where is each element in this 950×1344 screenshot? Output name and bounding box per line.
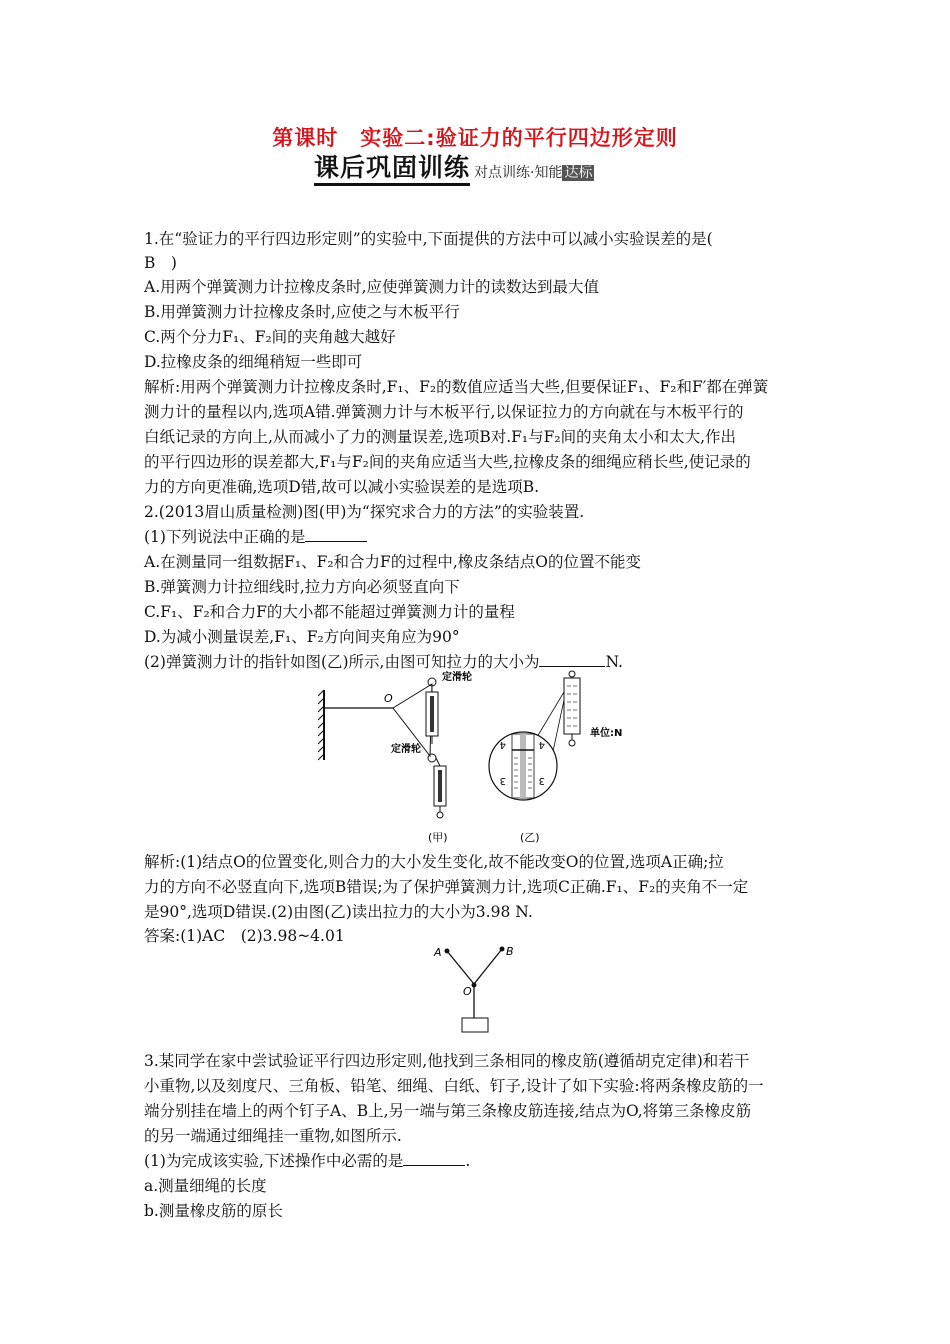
q1-option-d: D.拉橡皮条的细绳稍短一些即可 xyxy=(144,353,363,371)
section-banner xyxy=(314,152,594,186)
q3-stem-line-2: 小重物,以及刻度尺、三角板、铅笔、细绳、白纸、钉子,设计了如下实验:将两条橡皮筋的一 xyxy=(144,1077,764,1095)
knot-label: O xyxy=(384,692,393,705)
q3-stem-line-4: 的另一端通过细绳挂一重物,如图所示. xyxy=(144,1127,402,1145)
point-o-label: O xyxy=(463,985,472,998)
lower-spring-scale xyxy=(434,758,446,818)
q2-part1-text: (1)下列说法中正确的是 xyxy=(144,528,306,546)
q2-figure xyxy=(318,668,658,848)
point-b-label: B xyxy=(506,945,514,958)
q1-analysis-line-1: 解析:用两个弹簧测力计拉橡皮条时,F₁、F₂的数值应适当大些,但要保证F₁、F₂和F′都在弹簧 xyxy=(144,378,769,396)
q3-part1-blank xyxy=(403,1151,465,1166)
q1-option-c: C.两个分力F₁、F₂间的夹角越大越好 xyxy=(144,328,396,346)
spring-scale-b xyxy=(564,671,580,746)
dial-label-right-3: 3 xyxy=(538,775,545,786)
band-oa xyxy=(447,951,474,984)
dial-label-right-4: 4 xyxy=(538,739,545,750)
q2-option-d: D.为减小测量误差,F₁、F₂方向间夹角应为90° xyxy=(144,628,460,646)
q2-option-b: B.弹簧测力计拉细线时,拉力方向必须竖直向下 xyxy=(144,578,460,596)
q1-stem: 1.在“验证力的平行四边形定则”的实验中,下面提供的方法中可以减小实验误差的是( xyxy=(144,230,713,248)
q3-part1 xyxy=(144,1151,470,1171)
q3-figure xyxy=(426,938,526,1038)
q1-answer: B ) xyxy=(144,254,177,272)
unit-label: 单位:N xyxy=(590,728,623,739)
q1-analysis-line-4: 的平行四边形的误差都大,F₁与F₂间的夹角应适当大些,拉橡皮条的细绳应稍长些,使记录的 xyxy=(144,453,751,471)
page-title: 第课时 实验二:验证力的平行四边形定则 xyxy=(272,126,678,150)
top-pulley-label: 定滑轮 xyxy=(442,672,472,683)
banner-sub xyxy=(474,164,594,182)
q2-part1 xyxy=(144,527,367,547)
q3-option-a: a.测量细绳的长度 xyxy=(144,1177,267,1195)
q3-option-b: b.测量橡皮筋的原长 xyxy=(144,1202,283,1220)
dial-label-left-3: 3 xyxy=(499,775,506,786)
q1-option-a: A.用两个弹簧测力计拉橡皮条时,应使弹簧测力计的读数达到最大值 xyxy=(144,278,600,296)
q3-stem-line-3: 端分别挂在墙上的两个钉子A、B上,另一端与第三条橡皮筋连接,结点为O,将第三条橡皮筋 xyxy=(144,1102,752,1120)
q1-option-b: B.用弹簧测力计拉橡皮条时,应使之与木板平行 xyxy=(144,303,460,321)
q3-part1-text: (1)为完成该实验,下述操作中必需的是 xyxy=(144,1152,404,1170)
q3-part1-end: . xyxy=(465,1152,471,1170)
q1-analysis-line-3: 白纸记录的方向上,从而减小了力的测量误差,选项B对.F₁与F₂间的夹角太小和太大,作出 xyxy=(144,428,737,446)
q2-stem: 2.(2013眉山质量检测)图(甲)为“探究求合力的方法”的实验装置. xyxy=(144,503,585,521)
q2-part2-unit: N. xyxy=(605,653,623,671)
q2-part2-blank xyxy=(539,652,605,667)
upper-spring-scale xyxy=(426,686,438,744)
q2-part2-text: (2)弹簧测力计的指针如图(乙)所示,由图可知拉力的大小为 xyxy=(144,653,540,671)
dial-label-left-4: 4 xyxy=(499,739,506,750)
q2-option-c: C.F₁、F₂和合力F的大小都不能超过弹簧测力计的量程 xyxy=(144,603,515,621)
q1-analysis-line-5: 力的方向更准确,选项D错,故可以减小实验误差的是选项B. xyxy=(144,478,540,496)
weight xyxy=(462,1018,488,1032)
q2-analysis-line-1: 解析:(1)结点O的位置变化,则合力的大小发生变化,故不能改变O的位置,选项A正确;拉 xyxy=(144,853,724,871)
bottom-pulley-label: 定滑轮 xyxy=(391,744,421,755)
banner-main: 课后巩固训练 xyxy=(314,154,470,186)
q2-analysis-line-2: 力的方向不必竖直向下,选项B错误;为了保护弹簧测力计,选项C正确.F₁、F₂的夹角不一定 xyxy=(144,878,749,896)
caption-jia: (甲) xyxy=(428,831,448,844)
band-ob xyxy=(474,949,502,984)
point-a-label: A xyxy=(434,946,442,959)
wall xyxy=(318,690,324,760)
magnified-dial xyxy=(489,732,557,800)
q2-analysis-line-3: 是90°,选项D错误.(2)由图(乙)读出拉力的大小为3.98 N. xyxy=(144,903,533,921)
bottom-pulley xyxy=(428,754,436,762)
q1-analysis-line-2: 测力计的量程以内,选项A错.弹簧测力计与木板平行,以保证拉力的方向就在与木板平行的 xyxy=(144,403,744,421)
q2-option-a: A.在测量同一组数据F₁、F₂和合力F的过程中,橡皮条结点O的位置不能变 xyxy=(144,553,641,571)
caption-yi: (乙) xyxy=(520,831,540,844)
banner-sub-text: 对点训练·知能 xyxy=(474,165,563,181)
banner-sub-highlight: 达标 xyxy=(564,165,593,181)
q2-part1-blank xyxy=(305,527,367,542)
magnifier-line-1 xyxy=(534,692,564,742)
q3-stem-line-1: 3.某同学在家中尝试验证平行四边形定则,他找到三条相同的橡皮筋(遵循胡克定律)和若干 xyxy=(144,1052,750,1070)
q2-answer: 答案:(1)AC (2)3.98~4.01 xyxy=(144,927,345,945)
